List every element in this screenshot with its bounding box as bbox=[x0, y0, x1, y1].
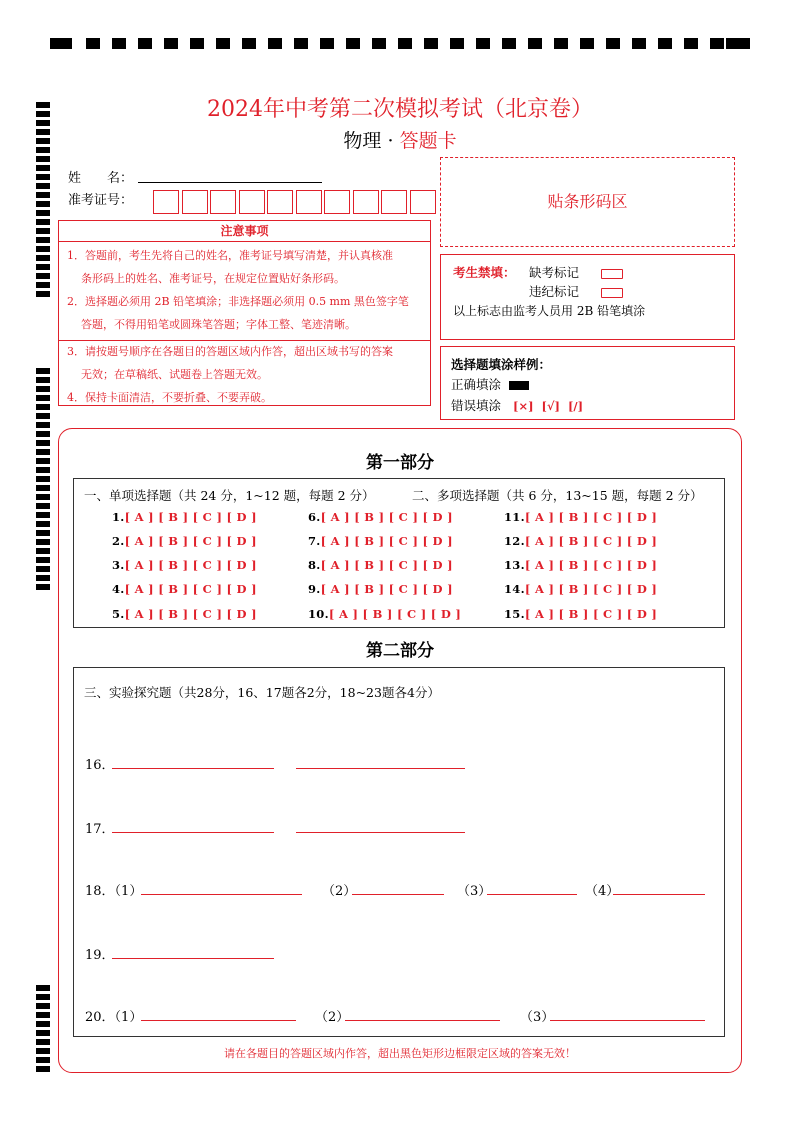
question-number: 5. bbox=[112, 607, 125, 621]
choice-question[interactable] bbox=[504, 558, 657, 572]
absent-mark-row bbox=[529, 263, 623, 281]
q18-part4-label: （4） bbox=[585, 884, 620, 899]
q20-blank-3[interactable] bbox=[550, 1020, 705, 1021]
forbidden-note: 以上标志由监考人员用 2B 铅笔填涂 bbox=[453, 304, 646, 318]
answer-options[interactable]: [ A ] [ B ] [ C ] [ D ] bbox=[320, 582, 453, 596]
choice-question[interactable] bbox=[308, 558, 453, 572]
q19-blank[interactable] bbox=[112, 958, 274, 959]
question-number: 4. bbox=[112, 582, 125, 596]
q20-part3-label: （3） bbox=[520, 1010, 555, 1025]
answer-options[interactable]: [ A ] [ B ] [ C ] [ D ] bbox=[320, 510, 453, 524]
q20-blank-1[interactable] bbox=[141, 1020, 296, 1021]
q17-blank-2[interactable] bbox=[296, 832, 465, 833]
q18-blank-4[interactable] bbox=[613, 894, 705, 895]
q19-label: 19． bbox=[85, 948, 115, 963]
answer-options[interactable]: [ A ] [ B ] [ C ] [ D ] bbox=[524, 510, 658, 524]
question-number: 3. bbox=[112, 558, 125, 572]
absent-bubble[interactable] bbox=[601, 269, 623, 279]
exam-title: 2024年中考第二次模拟考试（北京卷） bbox=[207, 97, 593, 122]
wrong-fill-row bbox=[451, 396, 583, 414]
q20-label: 20．（1） bbox=[85, 1010, 143, 1025]
choice-question[interactable] bbox=[504, 582, 657, 596]
q18-blank-2[interactable] bbox=[352, 894, 444, 895]
q20-part2-label: （2） bbox=[315, 1010, 350, 1025]
card-subtitle bbox=[0, 126, 800, 153]
top-timing-marks bbox=[50, 38, 750, 50]
subject-name: 物理 bbox=[343, 130, 382, 152]
answer-options[interactable]: [ A ] [ B ] [ C ] [ D ] bbox=[124, 582, 257, 596]
question-number: 15. bbox=[504, 607, 525, 621]
notice-item: 2．选择题必须用 2B 铅笔填涂；非选择题必须用 0.5 mm 黑色签字笔 bbox=[67, 295, 409, 308]
question-number: 6. bbox=[308, 510, 321, 524]
footer-warning: 请在各题目的答题区域内作答，超出黑色矩形边框限定区域的答案无效！ bbox=[224, 1047, 576, 1060]
choice-section bbox=[73, 478, 725, 628]
choice-question[interactable] bbox=[112, 558, 257, 572]
answer-options[interactable]: [ A ] [ B ] [ C ] [ D ] bbox=[328, 607, 462, 621]
q18-label: 18．（1） bbox=[85, 884, 143, 899]
question-number: 1. bbox=[112, 510, 125, 524]
answer-options[interactable]: [ A ] [ B ] [ C ] [ D ] bbox=[124, 558, 257, 572]
q16-label: 16． bbox=[85, 758, 115, 773]
answer-options[interactable]: [ A ] [ B ] [ C ] [ D ] bbox=[524, 582, 658, 596]
part1-heading: 第一部分 bbox=[366, 453, 434, 473]
choice-question[interactable] bbox=[112, 582, 257, 596]
question-number: 10. bbox=[308, 607, 329, 621]
answer-options[interactable]: [ A ] [ B ] [ C ] [ D ] bbox=[320, 534, 453, 548]
notice-item: 1．答题前，考生先将自己的姓名，准考证号填写清楚，并认真核准 bbox=[67, 249, 393, 262]
notice-title: 注意事项 bbox=[59, 221, 430, 242]
separator-dot: · bbox=[387, 130, 394, 152]
q18-part2-label: （2） bbox=[322, 884, 357, 899]
q18-blank-1[interactable] bbox=[141, 894, 302, 895]
notice-item: 答题，不得用铅笔或圆珠笔答题；字体工整、笔迹清晰。 bbox=[81, 318, 356, 331]
answer-options[interactable]: [ A ] [ B ] [ C ] [ D ] bbox=[524, 534, 658, 548]
answer-options[interactable]: [ A ] [ B ] [ C ] [ D ] bbox=[124, 607, 257, 621]
experiment-section bbox=[73, 667, 725, 1037]
barcode-label: 贴条形码区 bbox=[547, 192, 628, 211]
question-number: 12. bbox=[504, 534, 525, 548]
notice-box bbox=[58, 220, 431, 341]
answer-options[interactable]: [ A ] [ B ] [ C ] [ D ] bbox=[124, 510, 257, 524]
choice-question[interactable] bbox=[308, 510, 453, 524]
name-field[interactable] bbox=[138, 182, 322, 183]
id-label: 准考证号： bbox=[68, 193, 134, 208]
forbidden-box bbox=[440, 254, 735, 340]
id-number-boxes[interactable] bbox=[153, 190, 438, 214]
answer-options[interactable]: [ A ] [ B ] [ C ] [ D ] bbox=[124, 534, 257, 548]
wrong-label: 错误填涂 bbox=[451, 398, 502, 413]
answer-options[interactable]: [ A ] [ B ] [ C ] [ D ] bbox=[320, 558, 453, 572]
choice-question[interactable] bbox=[308, 607, 461, 621]
barcode-area bbox=[440, 157, 735, 247]
experiment-heading: 三、实验探究题（共28分，16、17题各2分，18~23题各4分） bbox=[84, 685, 440, 700]
choice-question[interactable] bbox=[504, 534, 657, 548]
correct-label: 正确填涂 bbox=[451, 377, 502, 392]
wrong-marks: [×] [√] [/] bbox=[513, 399, 584, 413]
notice-box-lower bbox=[58, 340, 431, 406]
choice-question[interactable] bbox=[112, 534, 257, 548]
sample-box bbox=[440, 346, 735, 420]
answer-options[interactable]: [ A ] [ B ] [ C ] [ D ] bbox=[524, 607, 658, 621]
correct-fill-row bbox=[451, 375, 529, 393]
choice-question[interactable] bbox=[504, 510, 657, 524]
q16-blank-1[interactable] bbox=[112, 768, 274, 769]
card-label: 答题卡 bbox=[399, 130, 457, 152]
single-choice-heading: 一、单项选择题（共 24 分，1~12 题，每题 2 分） bbox=[84, 488, 375, 503]
question-number: 2. bbox=[112, 534, 125, 548]
multi-choice-heading: 二、多项选择题（共 6 分，13~15 题，每题 2 分） bbox=[412, 488, 703, 503]
notice-item: 条形码上的姓名、准考证号，在规定位置贴好条形码。 bbox=[81, 272, 345, 285]
filled-mark bbox=[509, 381, 529, 390]
left-timing-marks-middle bbox=[36, 368, 50, 593]
sample-title: 选择题填涂样例： bbox=[451, 357, 552, 372]
notice-item: 3．请按题号顺序在各题目的答题区域内作答，超出区域书写的答案 bbox=[67, 345, 393, 358]
q18-part3-label: （3） bbox=[457, 884, 492, 899]
question-number: 8. bbox=[308, 558, 321, 572]
choice-question[interactable] bbox=[308, 582, 453, 596]
name-label: 姓 名： bbox=[68, 171, 134, 186]
question-number: 9. bbox=[308, 582, 321, 596]
violation-bubble[interactable] bbox=[601, 288, 623, 298]
q20-blank-2[interactable] bbox=[345, 1020, 500, 1021]
absent-label: 缺考标记 bbox=[529, 265, 580, 280]
question-number: 11. bbox=[504, 510, 525, 524]
choice-question[interactable] bbox=[308, 534, 453, 548]
forbidden-label: 考生禁填： bbox=[453, 265, 516, 280]
left-timing-marks-bottom bbox=[36, 985, 50, 1075]
q16-blank-2[interactable] bbox=[296, 768, 465, 769]
choice-question[interactable] bbox=[112, 607, 257, 621]
part2-heading: 第二部分 bbox=[366, 641, 434, 661]
q17-blank-1[interactable] bbox=[112, 832, 274, 833]
question-number: 13. bbox=[504, 558, 525, 572]
choice-question[interactable] bbox=[504, 607, 657, 621]
choice-question[interactable] bbox=[112, 510, 257, 524]
question-number: 14. bbox=[504, 582, 525, 596]
notice-item: 4．保持卡面清洁，不要折叠、不要弄破。 bbox=[67, 391, 272, 404]
q17-label: 17． bbox=[85, 822, 115, 837]
notice-item: 无效；在草稿纸、试题卷上答题无效。 bbox=[81, 368, 268, 381]
q18-blank-3[interactable] bbox=[487, 894, 577, 895]
violation-mark-row bbox=[529, 282, 623, 300]
violation-label: 违纪标记 bbox=[529, 284, 580, 299]
question-number: 7. bbox=[308, 534, 321, 548]
answer-options[interactable]: [ A ] [ B ] [ C ] [ D ] bbox=[524, 558, 658, 572]
